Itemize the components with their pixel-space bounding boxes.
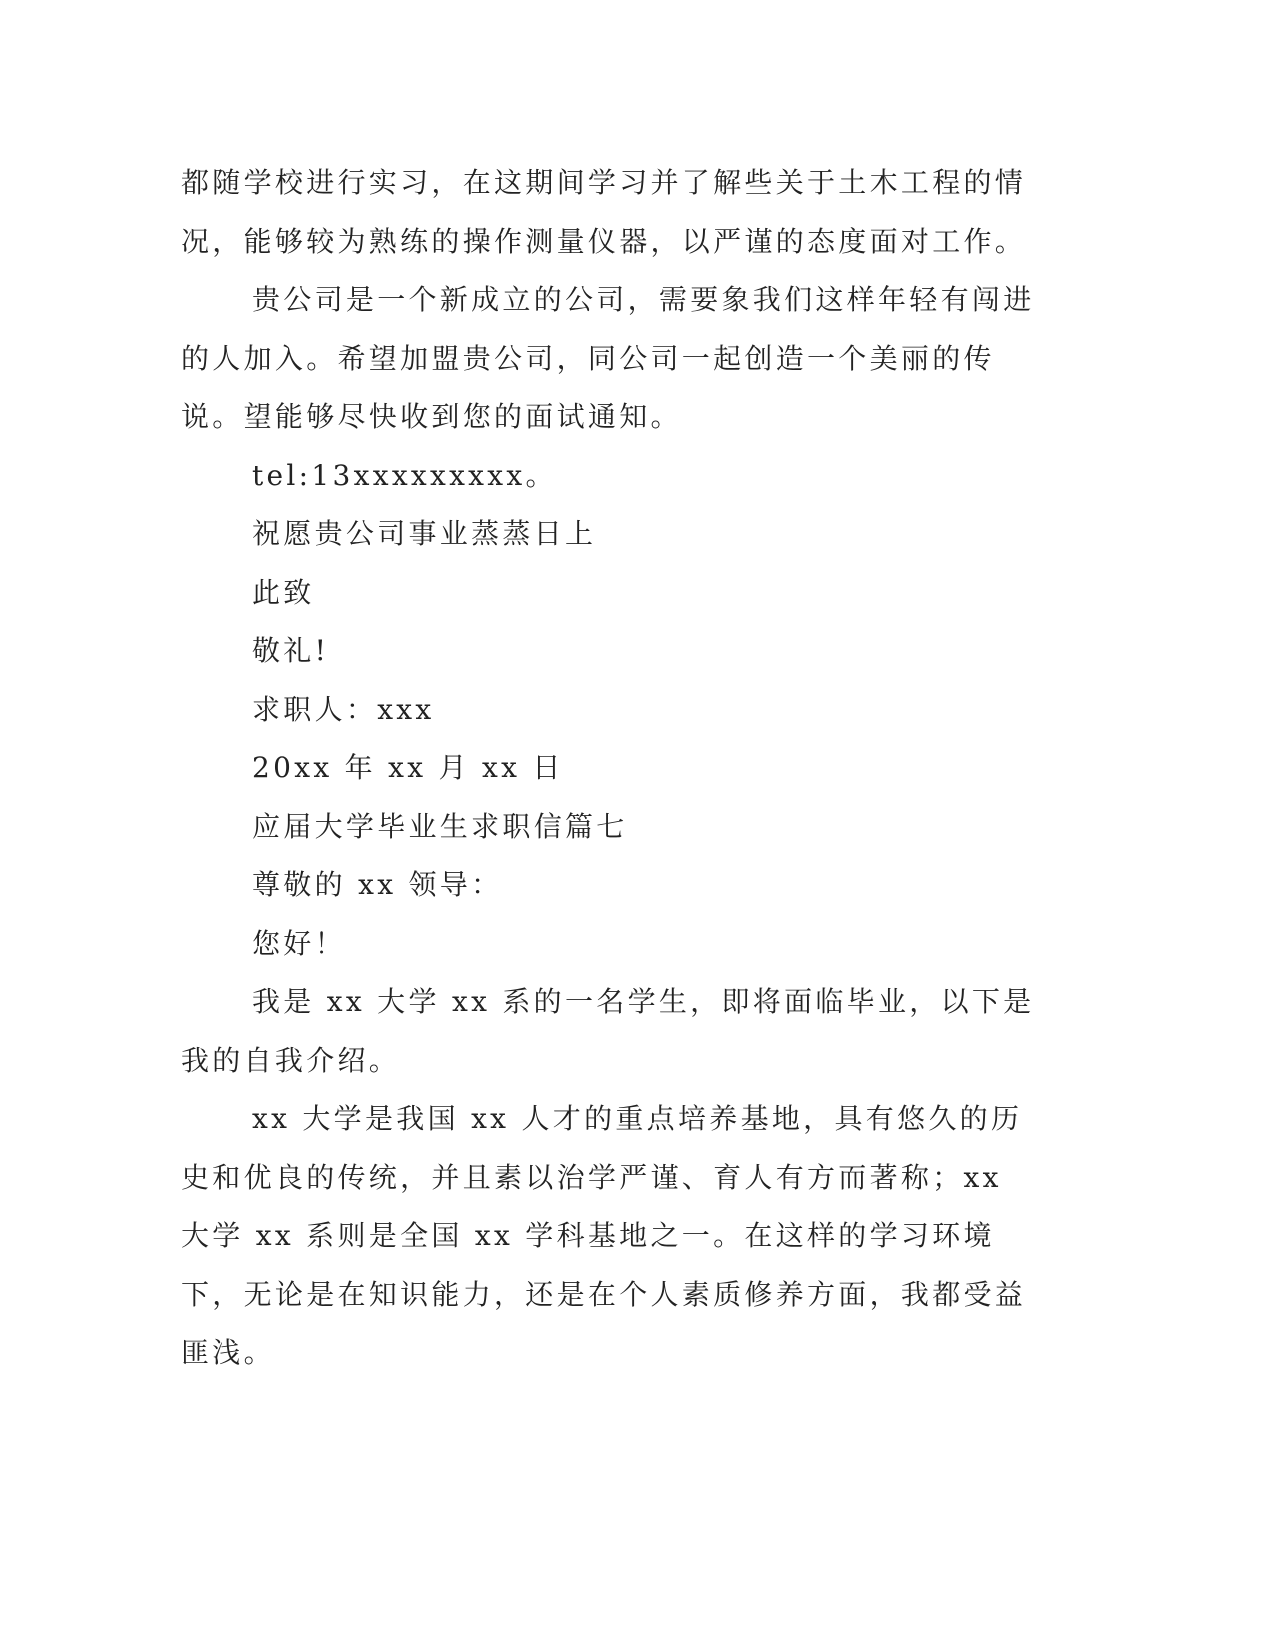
paragraph-salutation: 尊敬的 xx 领导： [252, 868, 503, 901]
paragraph-self-intro: 我是 xx 大学 xx 系的一名学生，即将面临毕业，以下是我的自我介绍。 [181, 985, 1035, 1077]
paragraph-cizhi: 此致 [252, 575, 315, 609]
paragraph-internship: 都随学校进行实习，在这期间学习并了解些关于土木工程的情况，能够较为熟练的操作测量仪器，以严谨的态度面对工作。 [181, 166, 1027, 258]
paragraph-applicant: 求职人：xxx [252, 692, 435, 726]
paragraph-jingli: 敬礼! [252, 634, 330, 667]
document-body [181, 154, 1041, 1383]
section-title: 应届大学毕业生求职信篇七 [252, 809, 628, 843]
paragraph-date: 20xx 年 xx 月 xx 日 [252, 751, 564, 784]
paragraph-tel: tel:13xxxxxxxxx。 [252, 458, 557, 492]
paragraph-university: xx 大学是我国 xx 人才的重点培养基地，具有悠久的历史和优良的传统，并且素以治学严谨、育人有方而著称；xx 大学 xx 系则是全国 xx 学科基地之一。在这样的学习环境下，无论是在知识能力，还是在个人素质修养方面，我都受益匪浅。 [181, 1102, 1027, 1369]
paragraph-wishes: 祝愿贵公司事业蒸蒸日上 [252, 517, 597, 550]
paragraph-company: 贵公司是一个新成立的公司，需要象我们这样年轻有闯进的人加入。希望加盟贵公司，同公司一起创造一个美丽的传说。望能够尽快收到您的面试通知。 [181, 283, 1035, 433]
paragraph-greeting: 您好！ [252, 926, 346, 960]
